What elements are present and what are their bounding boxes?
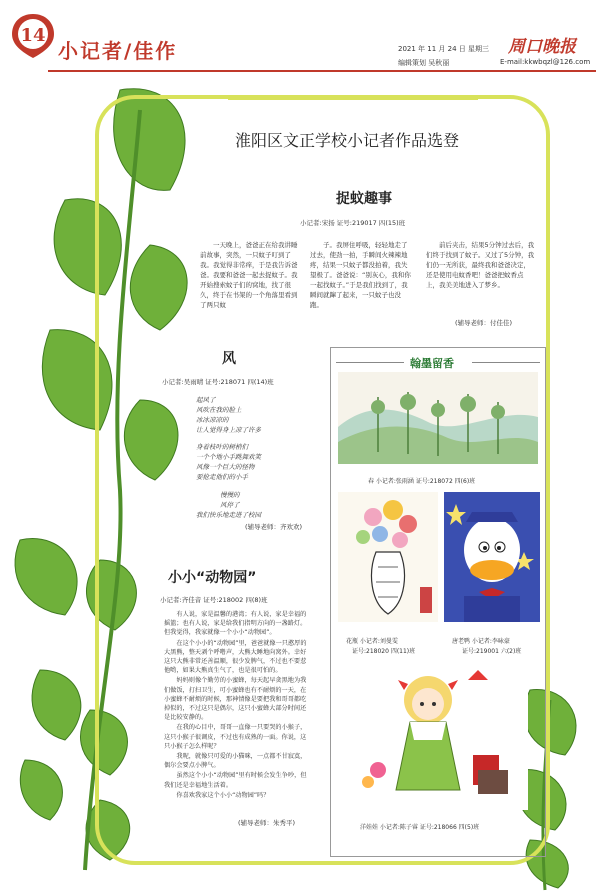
poem-line: 让人觉得身上凉了许多 <box>196 426 261 434</box>
article-paragraph: 在我的心目中，哥哥一直像一只要哭的小猴子，这只小猴子很调皮，不过也有成熟的一面。你说，这只小猴子怎么样呢？ <box>164 724 307 750</box>
painting-flower-vase <box>338 492 438 622</box>
painting-caption: 春 小记者:张雨涵 证号:218072 四(6)班 <box>368 478 476 485</box>
section-title: 小记者/佳作 <box>58 39 178 63</box>
newspaper-email: E-mail:kkwbqzl@126.com <box>500 58 591 66</box>
poem-teacher: (辅导老师：齐欢欢) <box>245 523 303 531</box>
leaf-icon <box>15 539 77 615</box>
article-paragraph: 在这个小小的“动物园”里，爸爸就像一只憨厚的大黑熊，整天剥个呼噜声，大熊大睡地向窝外。幸好这只大熊非常还善温顺，很少发脾气，不过也不要惹他哟，如果大熊真生气了，也是很可怕的。 <box>164 639 307 675</box>
painting-caption: 洋娃娃 小记者:陈子睿 证号:218066 四(5)班 <box>360 824 480 831</box>
painting-caption: 证号:218020 四(11)班 <box>352 648 416 655</box>
article-byline: 小记者:齐佳音 证号:218002 四(8)班 <box>160 596 268 604</box>
poem-line: 风吹在我的脸上 <box>196 406 242 414</box>
poem-line: 风像一个巨大的怪物 <box>196 463 255 471</box>
gallery-title-rule <box>336 362 404 363</box>
editor-credit: 编辑策划 吴秋丽 <box>398 59 450 67</box>
article-teacher: (辅导老师：付佳佳) <box>455 319 513 327</box>
poem-line: 一个个地小手跳舞欢笑 <box>196 453 261 461</box>
poem-line: 冰冰凉凉的 <box>196 416 229 424</box>
poem-line: 要抢走他们的小手 <box>196 473 248 481</box>
poem-byline: 小记者:吴雨晴 证号:218071 四(14)班 <box>162 378 274 386</box>
poem-line: 身着枝叶的树梢们 <box>196 443 248 451</box>
gallery-title: 翰墨留香 <box>410 357 454 370</box>
painting-donald-duck <box>444 492 540 622</box>
article-paragraph: 妈妈则像个勤劳的小蜜蜂，每天起早贪黑地为我们做饭，打扫卫生，可小蜜蜂也有不耐烦的一天，在小蜜蜂不耐烦的时候，那神情像是要把我和哥哥都吃掉似的，不过这只是偶尔，这只小蜜蜂大部分时间还是比较安静的。 <box>164 677 307 722</box>
article-title: 捉蚊趣事 <box>336 191 392 207</box>
page-number: 14 <box>20 25 46 46</box>
page-number-badge <box>10 12 56 58</box>
article-body-column: 一天晚上，爸爸正在给我讲睡前故事，突然，一只蚊子叮到了我。我觉得非常痒，于是我告诉爸爸。我要和爸爸一起去捉蚊子。我开始搜索蚊子们的窝地，找了很久，终于在书架的一个角落里看到了两只蚊 <box>200 241 298 309</box>
gallery-title-rule <box>472 362 540 363</box>
article-body <box>164 610 312 801</box>
main-title: 淮阳区文正学校小记者作品选登 <box>235 131 460 150</box>
article-teacher: (辅导老师：朱秀平) <box>238 819 296 827</box>
newspaper-logo: 周口晚报 <box>508 37 576 57</box>
article-paragraph: 有人说，家是温馨的港湾；有人说，家是幸福的摇篮；也有人说，家是给我们指明方向的一盏路灯。但我觉得，我家就像一个小小“动物园”。 <box>164 611 307 637</box>
painting-caption: 证号:219001 六(2)班 <box>462 648 522 655</box>
poem-line: 慢慢的 <box>220 491 240 499</box>
leaf-icon <box>20 760 62 820</box>
poem-line: 风停了 <box>220 501 240 509</box>
painting-spring-landscape <box>338 372 538 464</box>
frame-top-accent <box>228 96 478 100</box>
poem-title: 风 <box>222 351 236 367</box>
article-paragraph: 我呢，就像只可爱的小猫咪，一点都不甘寂寞，偶尔会要点小脾气。 <box>164 753 307 770</box>
article-paragraph: 虽然这个小小“动物园”里有时候会发生争吵，但我们还是幸福地生活着。 <box>164 772 307 789</box>
article-paragraph: 你喜欢我家这个小小“动物园”吗？ <box>176 791 270 799</box>
painting-doll <box>348 660 528 810</box>
painting-caption: 花瓶 小记者:刘曼雯 <box>346 638 398 645</box>
painting-caption: 唐老鸭 小记者:李咏豪 <box>452 638 510 645</box>
article-body-column: 前后夹击，结果5分钟过去后，我们终于找到了蚊子。又过了5分钟，我们仍一无所获，最终我和爸爸决定，还是使用电蚊香吧！爸爸把蚊香点上，我美美地进入了梦乡。 <box>426 241 535 289</box>
article-byline: 小记者:宋扬 证号:219017 四(15)班 <box>300 219 406 227</box>
article-body-column: 子。我屏住呼吸，轻轻地走了过去，使劲一拍，手瞬间火辣辣地疼，结果一只蚊子都没拍着，我失望极了。爸爸说：“别灰心，我和你一起找蚊子。”于是我们找到了，我瞬间就蹿了起来，一只蚊子也没跑。 <box>310 241 411 309</box>
issue-date: 2021 年 11 月 24 日 星期三 <box>398 45 489 53</box>
leaf-icon <box>32 670 81 740</box>
poem-line: 我们快乐地走进了校园 <box>196 511 261 519</box>
poem-line: 起风了 <box>196 396 216 404</box>
article-title: 小小“动物园” <box>168 570 257 586</box>
